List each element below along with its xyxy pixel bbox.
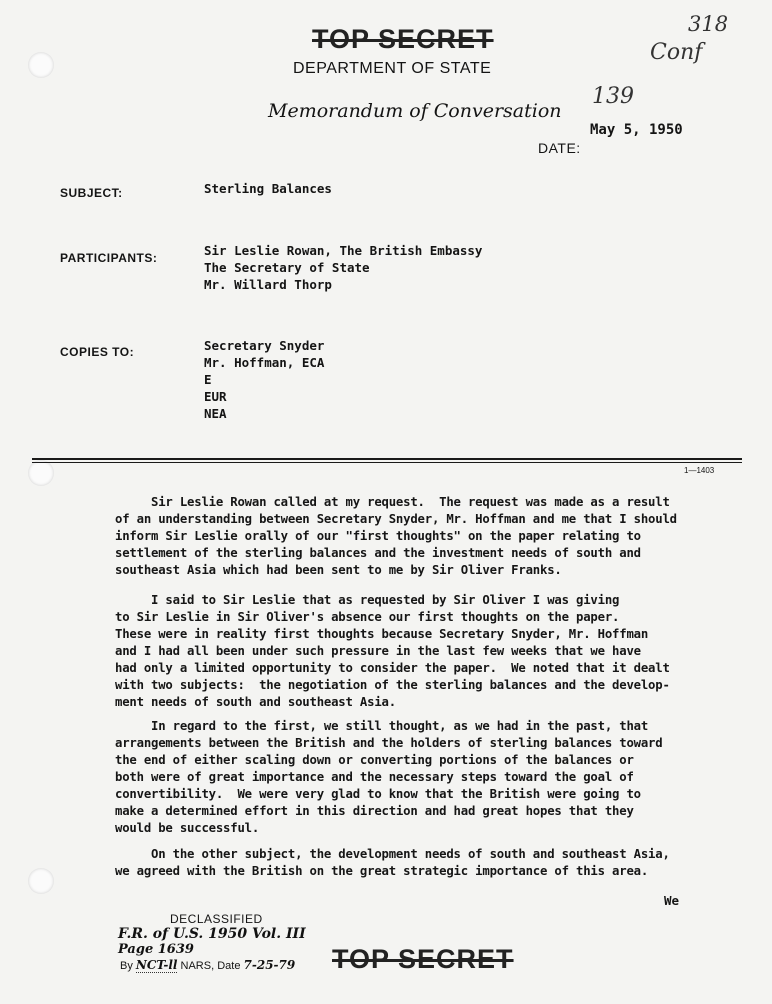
copy-recipient: NEA bbox=[204, 406, 227, 421]
date-label: DATE: bbox=[538, 140, 581, 156]
declass-authority-line bbox=[120, 958, 295, 972]
handwritten-document-number: 139 bbox=[592, 84, 634, 109]
copy-recipient: E bbox=[204, 372, 212, 387]
classification-stamp-top: TOP SECRET bbox=[312, 24, 494, 54]
separator-rule-top bbox=[32, 458, 742, 460]
punch-hole-top bbox=[28, 52, 54, 78]
subject-label: SUBJECT: bbox=[60, 186, 123, 200]
handwritten-page-number: 318 bbox=[688, 12, 729, 36]
body-paragraph-1: Sir Leslie Rowan called at my request. The request was made as a result of an understanding between Secretary Snyder, Mr. Hoffman and me that I should inform Sir Leslie orally of our "first thoughts" on the paper relating to settlement of the sterling balances and the investment needs of south and southeast Asia which had been sent to me by Sir Oliver Franks. bbox=[115, 495, 677, 577]
copy-recipient: Mr. Hoffman, ECA bbox=[204, 355, 325, 370]
participant-item: The Secretary of State bbox=[204, 260, 370, 275]
department-heading: DEPARTMENT OF STATE bbox=[293, 60, 492, 77]
declass-reference-line2: Page 1639 bbox=[118, 942, 194, 957]
declass-reference-line1: F.R. of U.S. 1950 Vol. III bbox=[118, 926, 306, 942]
by-label: By bbox=[120, 960, 133, 972]
copy-recipient: Secretary Snyder bbox=[204, 338, 325, 353]
participants-list bbox=[204, 242, 482, 293]
copy-recipient: EUR bbox=[204, 389, 227, 404]
body-paragraph-4: On the other subject, the development needs of south and southeast Asia, we agreed with the British on the great strategic importance of this area. bbox=[115, 847, 670, 878]
body-paragraph-2: I said to Sir Leslie that as requested by Sir Oliver I was giving to Sir Leslie in Sir Oliver's absence our first thoughts on the paper. These were in reality first thoughts because Secretary Snyder, Mr. Hoffman and I had all been under such pressure in the last few weeks that we have had only a limited opportunity to consider the paper. We noted that it dealt with two subjects: the negotiation of the sterling balances and the develop- ment needs of south and southeast Asia. bbox=[115, 593, 670, 709]
handwritten-conf-note: Conf bbox=[650, 40, 703, 65]
participant-item: Sir Leslie Rowan, The British Embassy bbox=[204, 243, 483, 258]
declassified-label: DECLASSIFIED bbox=[170, 912, 263, 926]
memo-title: Memorandum of Conversation bbox=[268, 100, 562, 122]
participant-item: Mr. Willard Thorp bbox=[204, 277, 332, 292]
subject-value: Sterling Balances bbox=[204, 181, 332, 196]
punch-hole-bottom bbox=[28, 868, 54, 894]
body-paragraph-3: In regard to the first, we still thought, as we had in the past, that arrangements between the British and the holders of sterling balances toward the end of either scaling down or converting portions of the balances or both were of great importance and the necessary steps toward the goal of convertibility. We were very glad to know that the British were going to make a determined effort in this direction and had great hopes that they would be successful. bbox=[115, 719, 663, 835]
copies-list bbox=[204, 337, 324, 422]
form-number: 1—1403 bbox=[684, 466, 715, 475]
by-value: NCT-ll bbox=[135, 958, 178, 972]
copies-to-label: COPIES TO: bbox=[60, 345, 135, 359]
separator-rule-bottom bbox=[32, 462, 742, 463]
nars-label: NARS, Date bbox=[180, 960, 241, 972]
continuation-word: We bbox=[664, 893, 680, 908]
participants-label: PARTICIPANTS: bbox=[60, 251, 158, 265]
nars-date: 7-25-79 bbox=[243, 958, 296, 972]
classification-stamp-bottom: TOP SECRET bbox=[332, 944, 514, 974]
date-value: May 5, 1950 bbox=[590, 122, 683, 138]
punch-hole-middle bbox=[28, 460, 54, 486]
